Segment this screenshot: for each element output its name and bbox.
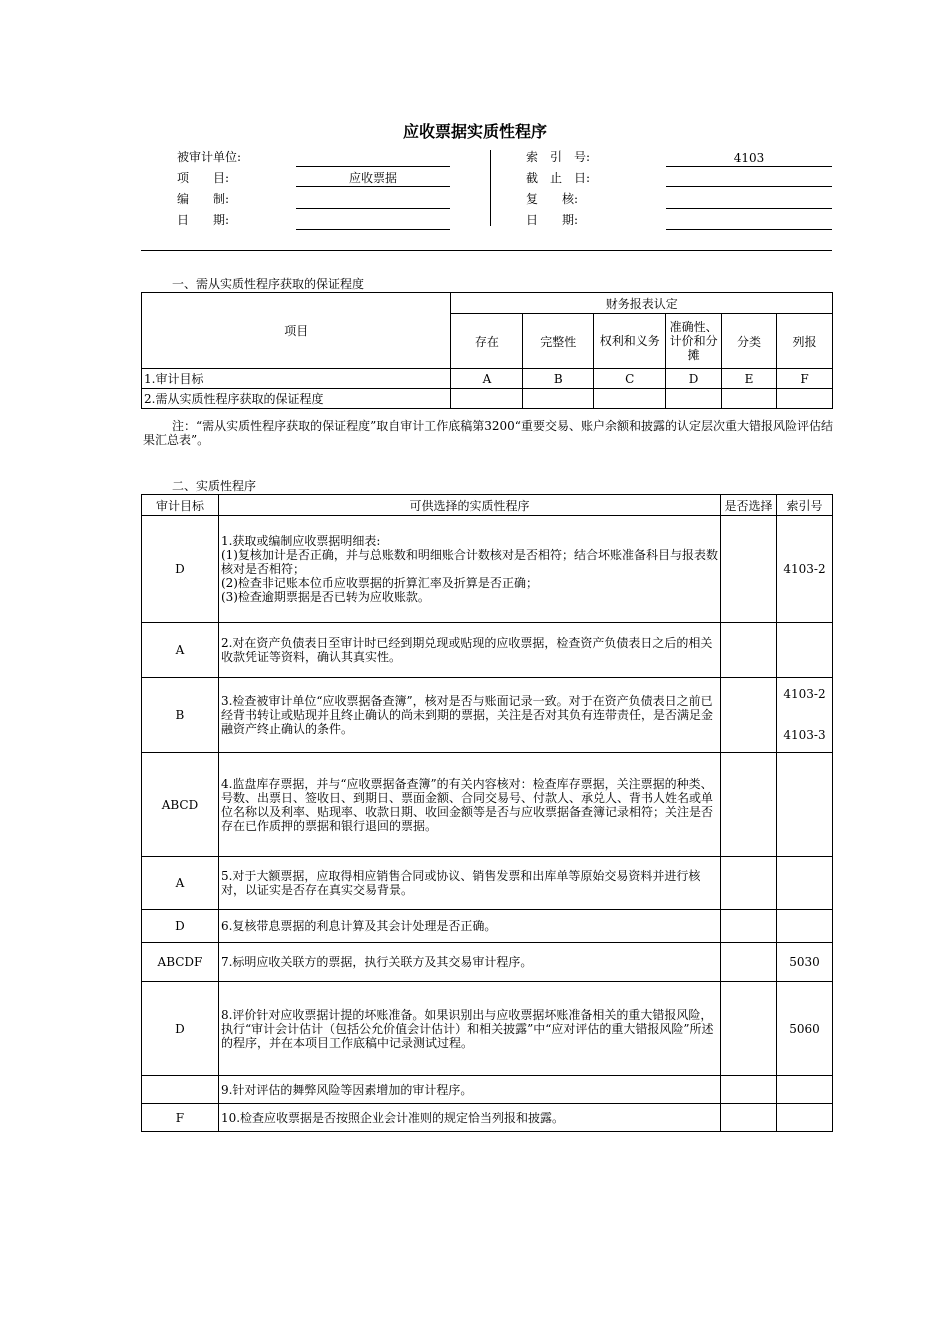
label-cutoff-date: 截 止 日: <box>526 171 591 185</box>
selected-cell[interactable] <box>721 982 777 1076</box>
field-date-right[interactable] <box>666 213 832 230</box>
selected-cell[interactable] <box>721 678 777 753</box>
table-cell: C <box>594 369 666 389</box>
selected-cell[interactable] <box>721 857 777 910</box>
table-cell: A <box>451 369 523 389</box>
index-ref[interactable]: 4103-2 <box>777 516 833 623</box>
col-header: 分类 <box>722 314 777 369</box>
section1-heading: 一、需从实质性程序获取的保证程度 <box>172 277 365 291</box>
section2-heading: 二、实质性程序 <box>172 479 257 493</box>
field-audited-entity[interactable] <box>296 150 450 167</box>
table-cell: D <box>666 369 722 389</box>
table-cell: F <box>777 369 833 389</box>
index-ref[interactable] <box>777 623 833 678</box>
section1-note: 注：“需从实质性程序获取的保证程度”取自审计工作底稿第3200“重要交易、账户余额和披露的认定层次重大错报风险评估结果汇总表”。 <box>143 419 833 447</box>
col-header: 列报 <box>777 314 833 369</box>
audit-target <box>142 1076 219 1104</box>
row-label: 2.需从实质性程序获取的保证程度 <box>142 389 451 409</box>
index-ref[interactable] <box>777 753 833 857</box>
field-index-no[interactable]: 4103 <box>666 150 832 167</box>
procedure-text: 5.对于大额票据，应取得相应销售合同或协议、销售发票和出库单等原始交易资料并进行核对，以证实是否存在真实交易背景。 <box>218 857 720 910</box>
procedure-text: 7.标明应收关联方的票据，执行关联方及其交易审计程序。 <box>218 943 720 982</box>
row-label: 1.审计目标 <box>142 369 451 389</box>
selected-cell[interactable] <box>721 516 777 623</box>
table-cell: E <box>722 369 777 389</box>
table-cell[interactable] <box>666 389 722 409</box>
table-cell[interactable] <box>523 389 594 409</box>
index-ref[interactable] <box>777 857 833 910</box>
field-project[interactable]: 应收票据 <box>296 170 450 187</box>
audit-target: D <box>142 516 219 623</box>
label-index-no: 索 引 号: <box>526 150 591 164</box>
index-ref[interactable] <box>777 1076 833 1104</box>
table-cell[interactable] <box>594 389 666 409</box>
col-header: 准确性、计价和分摊 <box>666 314 722 369</box>
col-header-procedure: 可供选择的实质性程序 <box>218 495 720 516</box>
audit-target: B <box>142 678 219 753</box>
procedure-text: 10.检查应收票据是否按照企业会计准则的规定恰当列报和披露。 <box>218 1104 720 1132</box>
procedure-text: 1.获取或编制应收票据明细表: (1)复核加计是否正确，并与总账数和明细账合计数核对是否相符；结合坏账准备科目与报表数核对是否相符； (2)检查非记账本位币应收票据的折算汇率及折算是否正确； (3)检查逾期票据是否已转为应收账款。 <box>218 516 720 623</box>
col-header-index: 索引号 <box>777 495 833 516</box>
field-reviewed-by[interactable] <box>666 192 832 209</box>
selected-cell[interactable] <box>721 943 777 982</box>
index-ref[interactable] <box>777 910 833 943</box>
selected-cell[interactable] <box>721 623 777 678</box>
label-date-right: 日 期: <box>526 213 579 227</box>
item-header: 项目 <box>142 293 451 369</box>
page-title: 应收票据实质性程序 <box>402 122 547 141</box>
index-ref[interactable]: 5060 <box>777 982 833 1076</box>
table-cell[interactable] <box>777 389 833 409</box>
selected-cell[interactable] <box>721 753 777 857</box>
selected-cell[interactable] <box>721 910 777 943</box>
index-ref[interactable] <box>777 1104 833 1132</box>
table-cell: B <box>523 369 594 389</box>
procedure-table <box>141 494 833 1132</box>
col-header: 权利和义务 <box>594 314 666 369</box>
label-audited-entity: 被审计单位: <box>177 150 242 164</box>
table-cell[interactable] <box>722 389 777 409</box>
index-ref[interactable]: 4103-3 <box>783 728 826 742</box>
audit-target: A <box>142 623 219 678</box>
group-header: 财务报表认定 <box>451 293 833 314</box>
procedure-text: 3.检查被审计单位“应收票据备查簿”，核对是否与账面记录一致。对于在资产负债表日之前已经背书转让或贴现并且终止确认的尚未到期的票据，关注是否对其负有连带责任，是否满足金融资产终止确认的条件。 <box>218 678 720 753</box>
index-ref[interactable]: 5030 <box>777 943 833 982</box>
label-date-left: 日 期: <box>177 213 230 227</box>
assurance-table <box>141 292 833 409</box>
header-rule <box>141 250 832 251</box>
label-reviewed-by: 复 核: <box>526 192 579 206</box>
audit-target: ABCDF <box>142 943 219 982</box>
selected-cell[interactable] <box>721 1076 777 1104</box>
label-project: 项 目: <box>177 171 230 185</box>
selected-cell[interactable] <box>721 1104 777 1132</box>
procedure-text: 6.复核带息票据的利息计算及其会计处理是否正确。 <box>218 910 720 943</box>
field-date-left[interactable] <box>296 213 450 230</box>
header-divider <box>490 150 491 226</box>
audit-target: F <box>142 1104 219 1132</box>
audit-target: A <box>142 857 219 910</box>
procedure-text: 8.评价针对应收票据计提的坏账准备。如果识别出与应收票据坏账准备相关的重大错报风险，执行“审计会计估计（包括公允价值会计估计）和相关披露”中“应对评估的重大错报风险”所述的程序，并在本项目工作底稿中记录测试过程。 <box>218 982 720 1076</box>
col-header-target: 审计目标 <box>142 495 219 516</box>
field-cutoff-date[interactable] <box>666 170 832 187</box>
audit-target: D <box>142 910 219 943</box>
index-ref[interactable]: 4103-2 <box>783 687 826 701</box>
col-header-selected: 是否选择 <box>721 495 777 516</box>
col-header: 完整性 <box>523 314 594 369</box>
procedure-text: 4.监盘库存票据，并与“应收票据备查簿”的有关内容核对：检查库存票据，关注票据的种类、号数、出票日、签收日、到期日、票面金额、合同交易号、付款人、承兑人、背书人姓名或单位名称以及利率、贴现率、收款日期、收回金额等是否与应收票据备查簿记录相符；关注是否存在已作质押的票据和银行退回的票据。 <box>218 753 720 857</box>
audit-target: ABCD <box>142 753 219 857</box>
col-header: 存在 <box>451 314 523 369</box>
label-prepared-by: 编 制: <box>177 192 230 206</box>
procedure-text: 9.针对评估的舞弊风险等因素增加的审计程序。 <box>218 1076 720 1104</box>
procedure-text: 2.对在资产负债表日至审计时已经到期兑现或贴现的应收票据，检查资产负债表日之后的相关收款凭证等资料，确认其真实性。 <box>218 623 720 678</box>
audit-target: D <box>142 982 219 1076</box>
table-cell[interactable] <box>451 389 523 409</box>
